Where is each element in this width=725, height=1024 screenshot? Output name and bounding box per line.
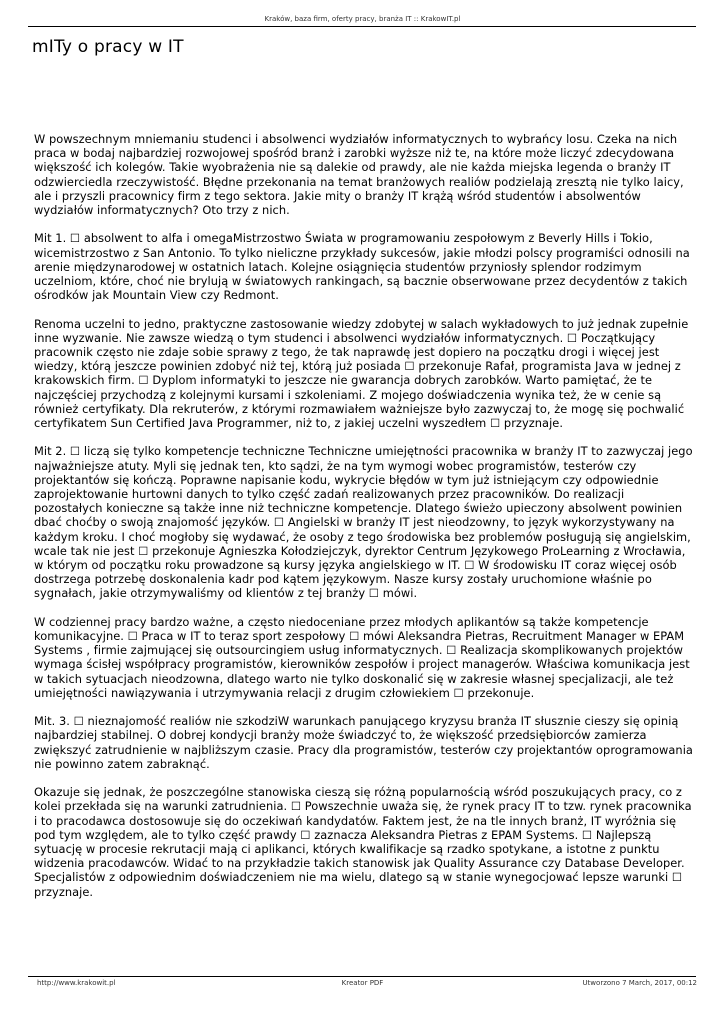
footer-created-date: Utworzono 7 March, 2017, 00:12	[582, 979, 697, 987]
article-paragraph: Renoma uczelni to jedno, praktyczne zastosowanie wiedzy zdobytej w salach wykładowych to już jednak zupełnie inne wyzwanie. Nie zawsze wiedzą o tym studenci i absolwenci wydziałów informatycznych. ☐ Początkujący pracownik często nie zdaje sobie sprawy z tego, że tak naprawdę jest dopiero na początku drogi i więcej jest wiedzy, którą jeszcze powinien zdobyć niż tej, którą już posiada ☐ przekonuje Rafał, programista Java w jednej z krakowskich firm. ☐ Dyplom informatyki to jeszcze nie gwarancja dobrych zarobków. Warto pamiętać, że te najczęściej przychodzą z kolejnymi kursami i szkoleniami. Z mojego doświadczenia wynika też, że w cenie są również certyfikaty. Dla rekruterów, z którymi rozmawiałem ważniejsze było zazwyczaj to, że mogę się pochwalić certyfikatem Sun Certified Java Programmer, niż to, z jakiej uczelni wyszedłem ☐ przyznaje.	[34, 316, 689, 431]
article-body	[34, 132, 694, 913]
footer-url-link[interactable]: http://www.krakowit.pl	[37, 979, 116, 987]
article-paragraph: Mit. 3. ☐ nieznajomość realiów nie szkodziW warunkach panującego kryzysu branża IT słusznie cieszy się opinią najbardziej stabilnej. O dobrej kondycji branży może świadczyć to, że większość przedsiębiorców zamierza zwiększyć zatrudnienie w najbliższym czasie. Pracy dla programistów, testerów czy projektantów oprogramowania nie powinno zatem zabraknąć.	[34, 714, 693, 771]
header-divider	[28, 26, 696, 27]
article-paragraph: Mit 1. ☐ absolwent to alfa i omegaMistrzostwo Świata w programowaniu zespołowym z Beverly Hills i Tokio, wicemistrzostwo z San Antonio. To tylko nieliczne przykłady sukcesów, jakie młodzi polscy programiści odnosili na arenie międzynarodowej w ostatnich latach. Kolejne osiągnięcia studentów przyniosły splendor rodzimym uczelniom, które, choć nie brylują w światowych rankingach, są bacznie obserwowane przez decydentów z takich ośrodków jak Mountain View czy Redmont.	[34, 231, 690, 303]
footer-generator: Kreator PDF	[341, 979, 384, 987]
page-header: Kraków, baza firm, oferty pracy, branża IT :: KrakowIT.pl	[264, 15, 461, 23]
article-paragraph: Okazuje się jednak, że poszczególne stanowiska cieszą się różną popularnością wśród poszukujących pracy, co z kolei przekłada się na warunki zatrudnienia. ☐ Powszechnie uważa się, że rynek pracy IT to tzw. rynek pracownika i to pracodawca dostosowuje się do oczekiwań kandydatów. Faktem jest, że na tle innych branż, IT wyróżnia się pod tym względem, ale to tylko część prawdy ☐ zaznacza Aleksandra Pietras z EPAM Systems. ☐ Najlepszą sytuację w procesie rekrutacji mają ci aplikanci, których kwalifikacje są rzadko spotykane, a istotne z punktu widzenia pracodawców. Widać to na przykładzie takich stanowisk jak Quality Assurance czy Database Developer. Specjalistów z odpowiednim doświadczeniem nie ma wielu, dlatego są w stanie wynegocjować lepsze warunki ☐ przyznaje.	[34, 785, 692, 899]
article-paragraph: W codziennej pracy bardzo ważne, a często niedoceniane przez młodych aplikantów są także kompetencje komunikacyjne. ☐ Praca w IT to teraz sport zespołowy ☐ mówi Aleksandra Pietras, Recruitment Manager w EPAM Systems , firmie zajmującej się outsourcingiem usług informatycznych. ☐ Realizacja skomplikowanych projektów wymaga ścisłej współpracy programistów, kierowników zespołów i project managerów. Właściwa komunikacja jest w takich sytuacjach nieodzowna, dlatego warto nie tylko doskonalić się w zakresie własnej specjalizacji, ale też umiejętności nawiązywania i utrzymywania relacji z drugim człowiekiem ☐ przekonuje.	[34, 614, 690, 700]
article-paragraph: W powszechnym mniemaniu studenci i absolwenci wydziałów informatycznych to wybrańcy losu. Czeka na nich praca w bodaj najbardziej rozwojowej spośród branż i zarobki wyższe niż te, na które może liczyć zdecydowana większość ich kolegów. Takie wyobrażenia nie są dalekie od prawdy, ale nie każda miejska legenda o branży IT odzwierciedla rzeczywistość. Błędne przekonania na temat branżowych realiów podzielają zresztą nie tylko laicy, ale i przyszli pracownicy firm z tego sektora. Jakie mity o branży IT krążą wśród studentów i absolwentów wydziałów informatycznych? Oto trzy z nich.	[34, 132, 684, 218]
article-title: mITy o pracy w IT	[32, 37, 184, 57]
footer-divider	[28, 976, 696, 977]
article-paragraph: Mit 2. ☐ liczą się tylko kompetencje techniczne Techniczne umiejętności pracownika w branży IT to zazwyczaj jego najważniejsze atuty. Myli się jednak ten, kto sądzi, że na tym wymogi wobec programistów, testerów czy projektantów się kończą. Poprawne napisanie kodu, wykrycie błędów w tym już istniejącym czy odpowiednie zaprojektowanie hurtowni danych to tylko część zadań realizowanych przez pracowników. Do realizacji pozostałych konieczne są także inne niż techniczne kompetencje. Dlatego świeżo upieczony absolwent powinien dbać choćby o swoją znajomość języków. ☐ Angielski w branży IT jest nieodzowny, to język wykorzystywany na każdym kroku. I choć mogłoby się wydawać, że osoby z tego środowiska bez problemów posługują się angielskim, wcale tak nie jest ☐ przekonuje Agnieszka Kołodziejczyk, dyrektor Centrum Językowego ProLearning z Wrocławia, w którym od początku roku prowadzone są kursy języka angielskiego w IT. ☐ W środowisku IT coraz więcej osób dostrzega potrzebę doskonalenia kadr pod kątem językowym. Nasze kursy zostały uruchomione właśnie po sygnałach, jakie otrzymywaliśmy od klientów z tej branży ☐ mówi.	[34, 444, 693, 601]
